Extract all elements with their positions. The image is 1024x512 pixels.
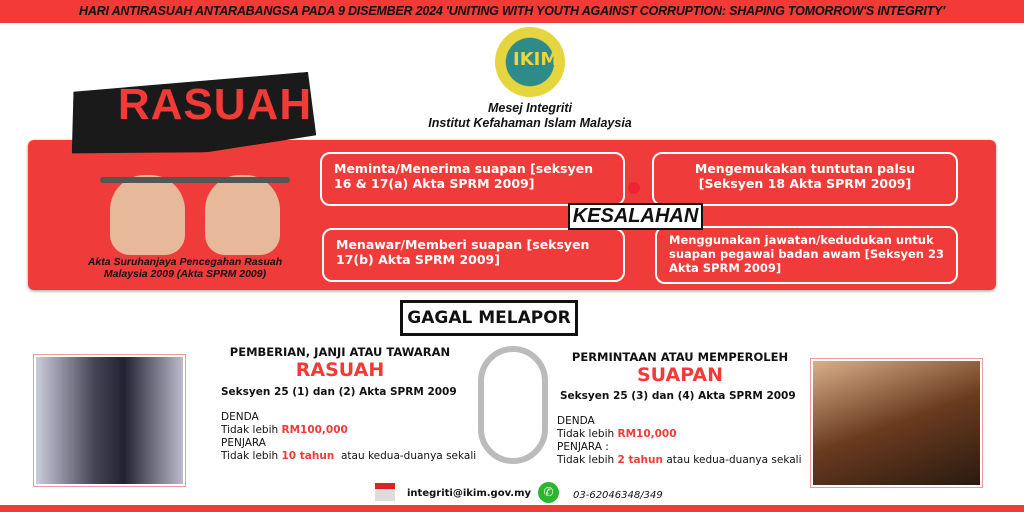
kesalahan-label: KESALAHAN xyxy=(568,203,703,230)
denda-label: DENDA xyxy=(221,411,259,423)
prisoner-photo xyxy=(33,354,186,487)
offence-box-2: Mengemukakan tuntutan palsu [Seksyen 18 Akta SPRM 2009] xyxy=(652,152,958,206)
denda-prefix: Tidak lebih xyxy=(221,424,279,436)
penjara-prefix: Tidak lebih xyxy=(557,454,615,466)
penjara-prefix: Tidak lebih xyxy=(221,450,279,462)
handcuffed-hands-image xyxy=(100,155,290,250)
denda-label: DENDA xyxy=(557,415,595,427)
penjara-value: 2 tahun xyxy=(617,454,663,466)
penjara-value: 10 tahun xyxy=(281,450,335,462)
penjara-suffix: atau kedua-duanya sekali xyxy=(666,454,802,466)
offence-box-1: Meminta/Menerima suapan [seksyen 16 & 17(a) Akta SPRM 2009] xyxy=(320,152,625,206)
contact-email[interactable]: integriti@ikim.gov.my xyxy=(407,488,532,499)
left-keyword: RASUAH xyxy=(295,359,385,381)
right-penalties xyxy=(557,415,817,467)
banner-title: RASUAH xyxy=(117,80,313,129)
penjara-label: PENJARA : xyxy=(557,441,609,453)
penjara-label: PENJARA xyxy=(221,437,266,449)
right-section: Seksyen 25 (3) dan (4) Akta SPRM 2009 xyxy=(560,390,796,402)
pin-icon xyxy=(628,182,640,194)
right-heading: PERMINTAAN ATAU MEMPEROLEH xyxy=(571,350,789,364)
gagal-melapor-label: GAGAL MELAPOR xyxy=(400,300,578,336)
org-line2: Institut Kefahaman Islam Malaysia xyxy=(428,116,632,130)
handcuffs-image xyxy=(478,346,548,464)
left-penalties xyxy=(221,411,481,463)
left-block xyxy=(225,345,455,381)
header-title: HARI ANTIRASUAH ANTARABANGSA PADA 9 DISEMBER 2024 'UNITING WITH YOUTH AGAINST CORRUPTION: SHAPING TOMORROW'S INTEGRITY' xyxy=(0,0,1024,23)
footer-bar xyxy=(0,505,1024,512)
right-keyword: SUAPAN xyxy=(636,364,724,386)
org-line1: Mesej Integriti xyxy=(487,101,573,115)
offence-box-4: Menggunakan jawatan/kedudukan untuk suapan pegawai badan awam [Seksyen 23 Akta SPRM 2009] xyxy=(655,226,958,284)
offence-box-3: Menawar/Memberi suapan [seksyen 17(b) Akta SPRM 2009] xyxy=(322,228,625,282)
left-heading: PEMBERIAN, JANJI ATAU TAWARAN xyxy=(229,345,451,359)
right-block xyxy=(555,350,805,386)
denda-value: RM10,000 xyxy=(617,428,677,440)
logo-text: IKIM xyxy=(513,49,559,70)
denda-prefix: Tidak lebih xyxy=(557,428,615,440)
left-section: Seksyen 25 (1) dan (2) Akta SPRM 2009 xyxy=(221,386,457,398)
phone-icon: ✆ xyxy=(538,482,559,503)
act-caption: Akta Suruhanjaya Pencegahan Rasuah Malaysia 2009 (Akta SPRM 2009) xyxy=(87,256,283,280)
contact-phone[interactable]: 03-62046348/349 xyxy=(573,490,663,501)
email-icon xyxy=(375,483,395,501)
ikim-logo xyxy=(495,27,565,97)
denda-value: RM100,000 xyxy=(281,424,348,436)
gavel-photo xyxy=(810,358,983,488)
penjara-suffix: atau kedua-duanya sekali xyxy=(340,450,477,462)
